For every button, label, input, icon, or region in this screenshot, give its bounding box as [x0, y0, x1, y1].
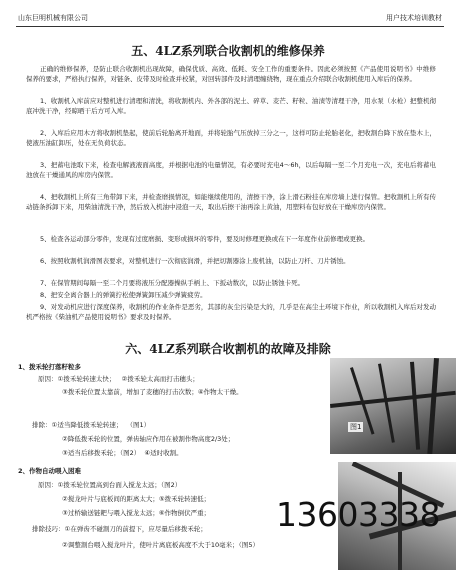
reel-photo [330, 358, 456, 454]
fix-line-1 [32, 420, 150, 430]
fix-2: ②降低拨禾轮的位置，弹齿轴应作用在被割作物高度2/3处； [62, 435, 235, 443]
cause2-line-3: ③过桥输送链耙与喂入搅龙太远；⑥作物倒伏严重； [62, 509, 211, 517]
cause-3: ③拨禾轮位置太靠前，增加了麦穗的打击次数； [62, 388, 198, 396]
cause-label: 原因： [38, 375, 58, 383]
section5-item-5: 5、检查各运动部分零件，发现有过度磨损、变形或损坏的零件，要及时修理更换或在下一年度作业前修理或更换。 [40, 235, 370, 243]
cause-line-1 [38, 374, 199, 384]
fix-3-fig: （图2） [119, 449, 141, 457]
section5-item-7: 7、在保管期间每隔一至二个月要将液压分配器操纵手柄上、下扳动数次，以防止锈蚀卡死。 [40, 279, 305, 287]
fix-label: 排除： [32, 421, 52, 429]
section5-item-1: 1、收割机入库前应对整机进行清理和清洗，将收割机内、外各部的泥土、碎草、麦芒、籽粒、油渍等清理干净，用水泵（水枪）把整机彻底冲洗干净，经晾晒干后方可入库。 [26, 97, 436, 115]
fix-1: ①适当降低拨禾轮转速； [51, 421, 123, 429]
fix2-line-1: 排除技巧：①在弹齿不碰割刀的前提下，应尽量后移拨禾轮； [32, 525, 207, 533]
reel-bar [330, 391, 456, 408]
cause-4: ④作物太干燥。 [197, 388, 243, 396]
section6-sub2: 2、作物自动喂入困难 [18, 467, 82, 475]
section5-title: 五、4LZ系列联合收割机的维修保养 [131, 44, 325, 58]
company-name: 山东巨明机械有限公司 [18, 14, 88, 22]
section6-title: 六、4LZ系列联合收割机的故障及排除 [125, 342, 331, 356]
cause-line-2 [62, 387, 243, 397]
cause2-line-1: 原因：①拨禾轮位置高到台面入搅龙太远；（图2） [38, 481, 182, 489]
cause-2: ②拨禾轮太高而打击穗头； [121, 375, 199, 383]
reel-tine [427, 358, 439, 454]
phone-watermark: 13603338 [276, 495, 440, 534]
section5-item-2: 2、入库后应用木方将收割机垫起，使前后轮胎离开地面，并将轮胎气压放掉三分之一，这样可防止轮胎老化，把收割台降下放在垫木上，使液压油缸卸压，处在无负荷状态。 [26, 129, 436, 147]
fix2-line-2: ②调整割台喂入搅龙叶片，使叶片离底板高度不大于10毫米；（图5） [62, 541, 259, 549]
reel-tine [410, 362, 420, 450]
section6-sub1: 1、拨禾轮打落籽粒多 [18, 363, 82, 371]
fix-4: ④适时收割。 [144, 449, 183, 457]
section5-intro: 正确的维修保养，是防止联合收割机出现故障，确保优质、高效、低耗、安全工作的重要条件。因此必须按照《产品使用说明书》中维修保养的要求，严格执行保养，对链条、皮带及时检查并校紧，对回转部件及时清理缠绕物，现在重点介绍联合收割机使用入库后的保养。 [26, 65, 436, 83]
cause-1: ①拨禾轮转速太快； [57, 375, 116, 383]
page-header [16, 12, 444, 27]
document-type: 用户技术培训教材 [386, 14, 442, 22]
section5-item-4: 4、把收割机上所有三角带卸下来，并检查磨损情况，如能继续使用的，清擦干净，涂上滑石粉挂在库房墙上进行保管。把收割机上所有传动链条拆卸下来，用柴油清洗干净，然后放入机油中浸泡一天，取出后擦干油再涂上黄油，用塑料布包好放在干燥库房内保管。 [26, 193, 436, 211]
cause2-line-2: ②搅龙叶片与底板间的距离太大；⑤拨禾轮转速低； [62, 495, 211, 503]
section5-item-3: 3、把蓄电池取下来，检查电解液液面高度，并根据电池的电量情况，有必要时充电4～6h，以后每隔一至二个月充电一次，充电后将蓄电池放在干燥通风的库房内保管。 [26, 161, 436, 179]
section5-item-9: 9、对发动机应进行深度保养，收割机的作业条件是恶劣，其部的灰尘污染是大的，几乎是在高尘土环境下作业，所以收割机入库后对发动机严格按《柴油机产品使用说明书》要求及时保养。 [26, 303, 436, 321]
figure-1-caption: 图1 [350, 423, 362, 431]
fix-line-3 [62, 448, 183, 458]
fix-1-fig: （图1） [126, 421, 151, 429]
section5-item-8: 8、把安全离合器上的弹簧拧松使弹簧卸压减少弹簧疲劳。 [40, 291, 207, 299]
fix-3: ③适当后移拨禾轮； [62, 449, 120, 457]
reel-tine [378, 363, 395, 442]
section5-item-6: 6、按照收割机润滑图表要求，对整机进行一次彻底润滑，并把切割器涂上废机油，以防止刀杆、刀片锈蚀。 [40, 257, 350, 265]
